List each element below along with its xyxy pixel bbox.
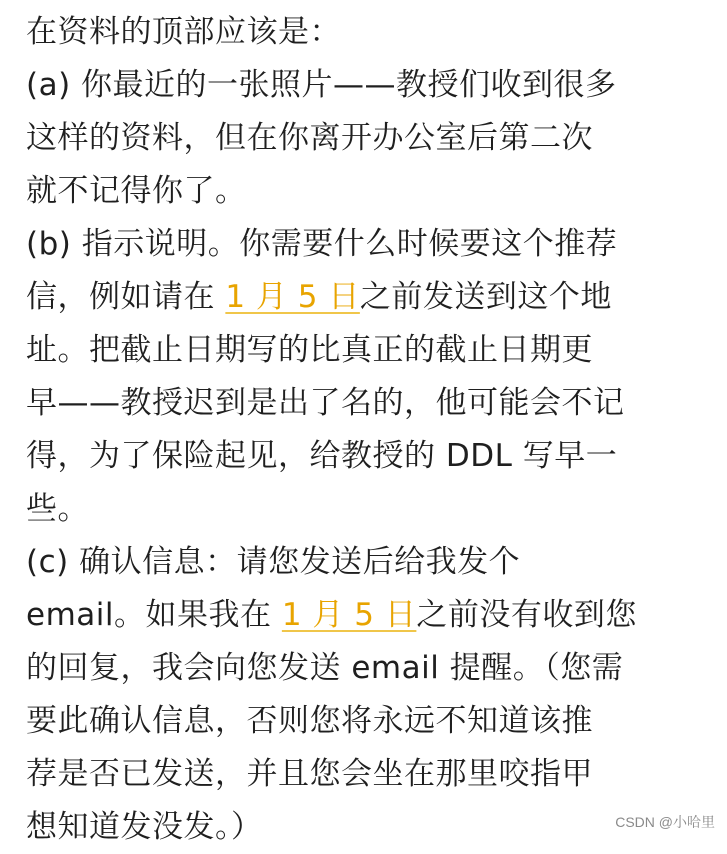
- text-line-2: (a) 你最近的一张照片——教授们收到很多: [26, 67, 617, 103]
- text-line-14: 要此确认信息，否则您将永远不知道该推: [26, 703, 593, 739]
- text-segment: 之前发送到这个地: [359, 279, 612, 315]
- text-line-10: 些。: [26, 491, 89, 527]
- text-segment: 之前没有收到您: [416, 597, 637, 633]
- text-line-4: 就不记得你了。: [26, 173, 247, 209]
- text-line-12: [26, 589, 705, 642]
- watermark: CSDN @小哈里: [615, 814, 715, 830]
- text-line-16: 想知道发没发。）: [26, 809, 263, 845]
- text-line-9: 得，为了保险起见，给教授的 DDL 写早一: [26, 438, 618, 474]
- text-line-11: (c) 确认信息：请您发送后给我发个: [26, 544, 521, 580]
- text-line-13: 的回复，我会向您发送 email 提醒。（您需: [26, 650, 624, 686]
- text-line-6: [26, 271, 705, 324]
- text-line-15: 荐是否已发送，并且您会坐在那里咬指甲: [26, 756, 593, 792]
- text-line-3: 这样的资料，但在你离开办公室后第二次: [26, 120, 593, 156]
- highlighted-date: 1 月 5 日: [281, 597, 417, 633]
- text-line-1: 在资料的顶部应该是：: [26, 14, 341, 50]
- text-line-7: 址。把截止日期写的比真正的截止日期更: [26, 332, 593, 368]
- text-line-5: (b) 指示说明。你需要什么时候要这个推荐: [26, 226, 618, 262]
- text-segment: email。如果我在: [26, 597, 282, 633]
- highlighted-date: 1 月 5 日: [225, 279, 360, 315]
- text-segment: 信，例如请在: [26, 279, 226, 315]
- text-line-8: 早——教授迟到是出了名的，他可能会不记: [26, 385, 625, 421]
